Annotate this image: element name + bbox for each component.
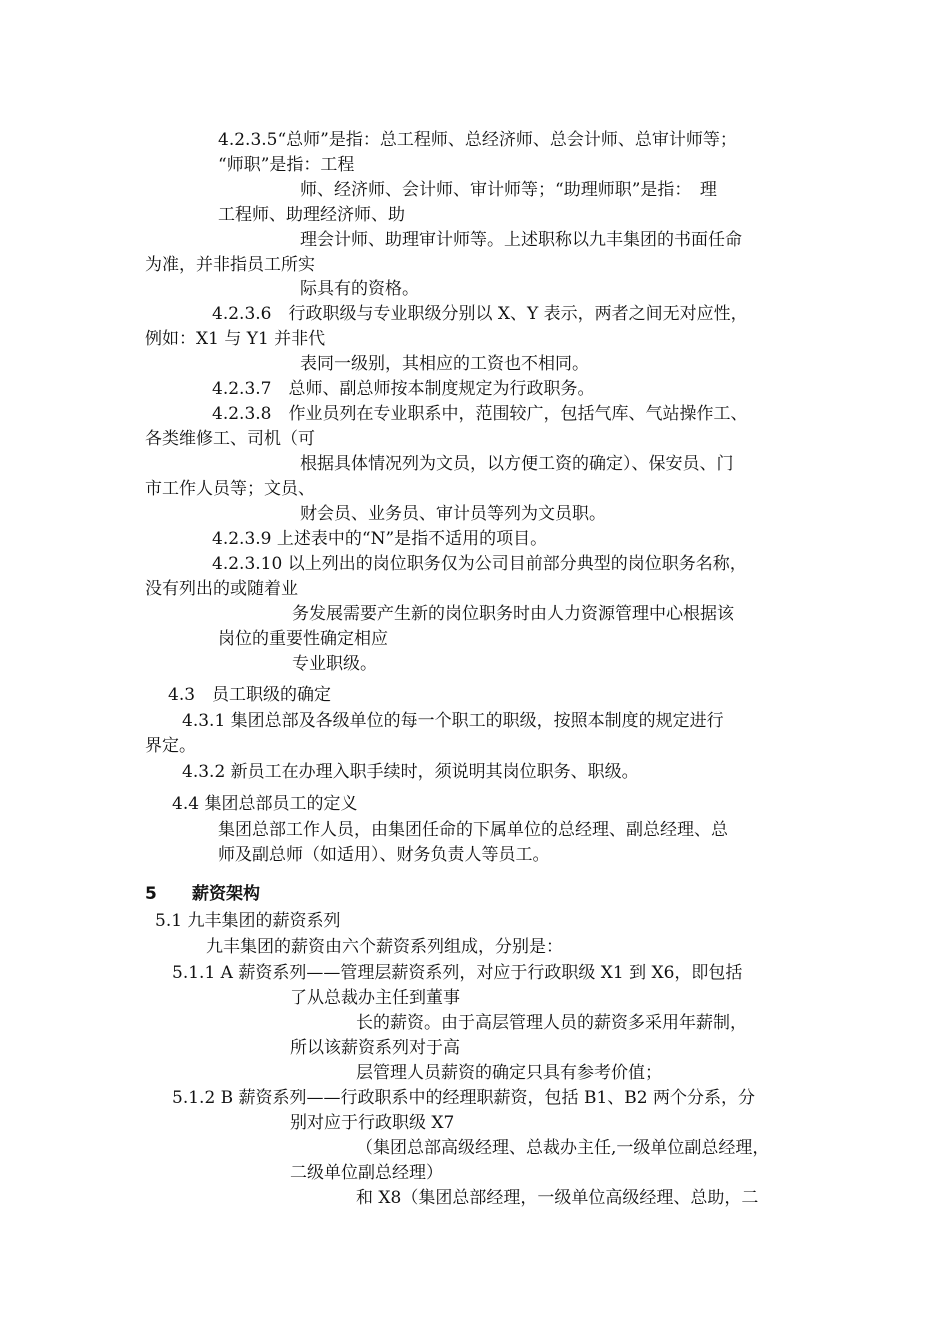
text-line: 九丰集团的薪资由六个薪资系列组成，分别是： [206,937,563,957]
section-heading: 4.4 集团总部员工的定义 [172,794,358,814]
text-line: 4.2.3.6 行政职级与专业职级分别以 X、Y 表示，两者之间无对应性， [212,304,748,324]
text-line: 各类维修工、司机（可 [145,429,315,449]
chapter-title: 薪资架构 [192,884,260,904]
text-line: 专业职级。 [292,654,377,674]
text-line: “师职”是指：工程 [218,155,355,175]
text-line: 4.2.3.5“总师”是指：总工程师、总经济师、总会计师、总审计师等； [218,130,737,150]
text-line: 4.3.1 集团总部及各级单位的每一个职工的职级，按照本制度的规定进行 [182,711,724,731]
text-line: 工程师、助理经济师、助 [218,205,405,225]
text-line: 了从总裁办主任到董事 [290,988,460,1008]
text-line: 理会计师、助理审计师等。上述职称以九丰集团的书面任命 [300,230,742,250]
text-line: 别对应于行政职级 X7 [290,1113,455,1133]
text-line: 层管理人员薪资的确定只具有参考价值； [356,1063,662,1083]
text-line: 务发展需要产生新的岗位职务时由人力资源管理中心根据该 [292,604,734,624]
text-line: 为准，并非指员工所实 [145,255,315,275]
text-line: 岗位的重要性确定相应 [218,629,388,649]
text-line: 4.2.3.8 作业员列在专业职系中，范围较广，包括气库、气站操作工、 [212,404,748,424]
text-line: 集团总部工作人员，由集团任命的下属单位的总经理、副总经理、总 [218,820,728,840]
section-heading: 5.1 九丰集团的薪资系列 [155,911,341,931]
text-line: 二级单位副总经理） [290,1163,443,1183]
text-line: 表同一级别，其相应的工资也不相同。 [300,354,589,374]
text-line: 际具有的资格。 [300,279,419,299]
text-line: 4.2.3.10 以上列出的岗位职务仅为公司目前部分典型的岗位职务名称， [212,554,747,574]
text-line: 长的薪资。由于高层管理人员的薪资多采用年薪制， [356,1013,747,1033]
text-line: 4.3.2 新员工在办理入职手续时，须说明其岗位职务、职级。 [182,762,639,782]
section-heading: 4.3 员工职级的确定 [168,685,332,705]
text-line: 界定。 [145,736,196,756]
text-line: 5.1.2 B 薪资系列——行政职系中的经理职薪资，包括 B1、B2 两个分系，分 [172,1088,755,1108]
text-line: 市工作人员等；文员、 [145,479,315,499]
text-line: 4.2.3.7 总师、副总师按本制度规定为行政职务。 [212,379,595,399]
chapter-number: 5 [145,884,157,904]
text-line: 5.1.1 A 薪资系列——管理层薪资系列，对应于行政职级 X1 到 X6，即包括 [172,963,743,983]
text-line: 和 X8（集团总部经理，一级单位高级经理、总助，二 [356,1188,759,1208]
text-line: 根据具体情况列为文员，以方便工资的确定）、保安员、门 [300,454,734,474]
text-line: 4.2.3.9 上述表中的“N”是指不适用的项目。 [212,529,548,549]
text-line: 没有列出的或随着业 [145,579,298,599]
text-line: 师及副总师（如适用）、财务负责人等员工。 [218,845,550,865]
text-line: （集团总部高级经理、总裁办主任,一级单位副总经理， [356,1138,770,1158]
text-line: 所以该薪资系列对于高 [290,1038,460,1058]
text-line: 师、经济师、会计师、审计师等；“助理师职”是指： 理 [300,180,717,200]
text-line: 例如：X1 与 Y1 并非代 [145,329,326,349]
text-line: 财会员、业务员、审计员等列为文员职。 [300,504,606,524]
